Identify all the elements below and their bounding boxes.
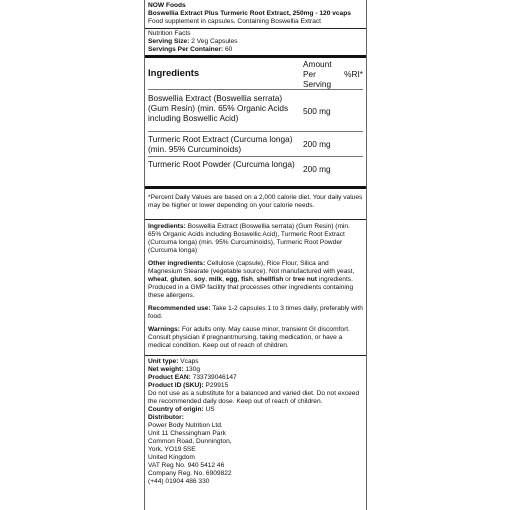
recommended-use-text: Take 1-2 capsules 1 to 3 times daily, preferably with food. xyxy=(148,304,363,320)
ingredients-label: Ingredients: xyxy=(148,222,186,230)
recommended-use xyxy=(148,305,363,321)
ingredients-column-header: Ingredients xyxy=(148,68,200,79)
country-of-origin xyxy=(148,406,363,414)
brand-name: NOW Foods xyxy=(148,2,186,9)
ingredient-amount: 200 mg xyxy=(303,132,343,157)
serving-size-value: 2 Veg Capsules xyxy=(191,38,238,45)
product-ean xyxy=(148,374,363,382)
distributor-line: Power Body Nutrition Ltd. xyxy=(148,421,223,429)
distributor-line: United Kingdom xyxy=(148,453,195,461)
origin-value: US xyxy=(205,405,215,413)
disclaimer: Do not use as a substitute for a balanced and varied diet. Do not exceed the recommended daily dose. Keep out of reach of children. xyxy=(148,389,360,405)
allergen-shellfish: shellfish xyxy=(256,275,284,283)
other-ingredients-label: Other ingredients: xyxy=(148,259,206,267)
allergen-tree-nut: tree nut xyxy=(292,275,318,283)
serving-size-label: Serving Size: xyxy=(148,38,190,45)
distributor-line: York, YO19 5SE xyxy=(148,445,196,453)
servings-label: Servings Per Container: xyxy=(148,46,224,53)
table-header-row xyxy=(148,59,363,90)
other-ingredients-statement: Other ingredients: Cellulose (capsule), Rice Flour, Silica and Magnesium Stearate (vegetable source). Not manufactured with yeast, wheat, gluten, soy, milk, egg, fish, shellfish or tree nut ingredients. Produced in a GMP facility that processes other ingredients containing these allergens. xyxy=(148,259,355,299)
other-ingredients-text-end: ingredients. Produced in a GMP facility that processes other ingredients containing these allergens. xyxy=(148,275,354,299)
net-weight-label: Net weight: xyxy=(148,365,184,373)
sku-value: P29915 xyxy=(205,381,229,389)
distributor-line: (+44) 01904 486 330 xyxy=(148,477,210,485)
allergen-wheat: wheat xyxy=(148,275,167,283)
warnings-label: Warnings: xyxy=(148,325,180,333)
distributor-label: Distributor: xyxy=(148,413,184,421)
allergen-gluten: gluten xyxy=(170,275,191,283)
table-row xyxy=(148,90,363,132)
ingredient-name: Turmeric Root Powder (Curcuma longa) xyxy=(148,157,303,182)
table-row xyxy=(148,157,363,182)
product-title: Boswellia Extract Plus Turmeric Root Extract, 250mg - 120 vcaps xyxy=(148,10,351,17)
warnings xyxy=(148,326,363,350)
ingredients-table xyxy=(148,59,363,182)
ingredient-name: Turmeric Root Extract (Curcuma longa) (min. 95% Curcuminoids) xyxy=(148,132,303,157)
sku-label: Product ID (SKU): xyxy=(148,381,204,389)
unit-type xyxy=(148,358,363,366)
product-sku xyxy=(148,382,363,390)
allergen-milk: milk xyxy=(208,275,223,283)
net-weight-value: 130g xyxy=(185,365,201,373)
serving-size xyxy=(148,38,363,46)
ingredient-amount: 500 mg xyxy=(303,90,343,132)
nutrition-facts-block xyxy=(145,29,366,55)
origin-label: Country of origin: xyxy=(148,405,204,413)
ingredients-table-block xyxy=(145,58,366,182)
warnings-text: For adults only. May cause minor, transient GI discomfort. Consult physician if pregnant/nursing, taking medication, or have a medical condition. Keep out of reach of children. xyxy=(148,325,350,349)
allergen-fish: fish xyxy=(241,275,253,283)
ean-label: Product EAN: xyxy=(148,373,191,381)
unit-type-value: Vcaps xyxy=(180,357,199,365)
servings-per-container xyxy=(148,46,363,54)
recommended-use-label: Recommended use: xyxy=(148,304,211,312)
servings-value: 60 xyxy=(224,46,233,53)
ingredient-ri xyxy=(343,157,363,182)
ingredient-ri xyxy=(343,90,363,132)
supplement-label-panel xyxy=(144,0,367,510)
table-row xyxy=(148,132,363,157)
distributor-line: Company Reg. No. 6909822 xyxy=(148,469,232,477)
details-block xyxy=(145,220,366,350)
ri-column-header: %RI* xyxy=(344,69,363,79)
distributor-line: VAT Reg No. 940 5412 46 xyxy=(148,461,225,469)
daily-value-footnote: *Percent Daily Values are based on a 2,000 calorie diet. Your daily values may be higher or lower depending on your calorie needs. xyxy=(148,193,363,209)
ingredient-amount: 200 mg xyxy=(303,157,343,182)
ingredient-name: Boswellia Extract (Boswellia serrata) (Gum Resin) (min. 65% Organic Acids including Boswellic Acid) xyxy=(148,90,303,132)
product-info-block xyxy=(145,356,366,486)
allergen-soy: soy xyxy=(193,275,206,283)
ingredient-ri xyxy=(343,132,363,157)
ingredients-statement xyxy=(148,223,363,255)
ingredients-text: Boswellia Extract (Boswellia serrata) (Gum Resin) (min. 65% Organic Acids including Boswellic Acid), Turmeric Root Extract (Curcuma longa) (min. 95% Curcuminoids), Turmeric Root Powder (Curcuma longa) xyxy=(148,222,350,254)
unit-type-label: Unit type: xyxy=(148,357,179,365)
label-header xyxy=(145,0,366,26)
distributor-line: Unit 11 Chessingham Park xyxy=(148,429,226,437)
ean-value: 733739046147 xyxy=(192,373,237,381)
other-ingredients-text: Cellulose (capsule), Rice Flour, Silica and Magnesium Stearate (vegetable source). Not manufactured with yeast, xyxy=(148,259,355,275)
net-weight xyxy=(148,366,363,374)
allergen-egg: egg xyxy=(225,275,238,283)
footnote-block xyxy=(145,189,366,219)
product-description: Food supplement in capsules. Containing Boswellia Extract xyxy=(148,18,321,25)
distributor-line: Common Road, Dunnington, xyxy=(148,437,232,445)
amount-column-header: Amount Per Serving xyxy=(303,59,332,89)
nutrition-facts-heading: Nutrition Facts xyxy=(148,30,191,37)
